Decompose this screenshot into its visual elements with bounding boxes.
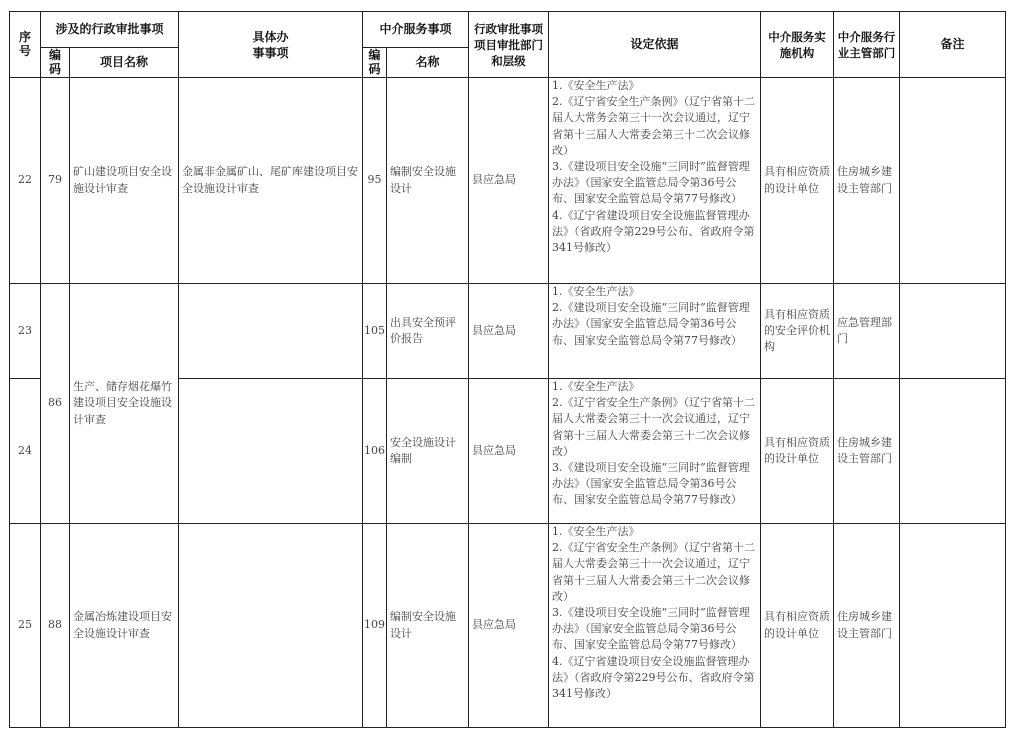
row-intermediary-name: 出具安全预评价报告: [387, 284, 469, 379]
header-intermediary-code: 编码: [363, 48, 387, 78]
row-approval-name: 金属冶炼建设项目安全设施设计审查: [70, 524, 179, 728]
row-basis: [549, 78, 761, 284]
row-basis: [549, 524, 761, 728]
row-remark: [900, 284, 1006, 379]
header-specific-item: 具体办事事项: [179, 12, 363, 78]
row-approval-code: 88: [41, 524, 70, 728]
basis-item: 3.《建设项目安全设施“三同时”监督管理办法》（国家安全监管总局令第36号公布、国家安全监管总局令第77号修改）: [552, 606, 750, 652]
row-approval-name: 生产、储存烟花爆竹建设项目安全设施设计审查: [70, 284, 179, 524]
row-remark: [900, 524, 1006, 728]
header-supervisor: 中介服务行业主管部门: [834, 12, 900, 78]
basis-item: 1.《安全生产法》: [552, 79, 640, 92]
basis-item: 4.《辽宁省建设项目安全设施监督管理办法》（省政府令第229号公布、省政府令第341号修改）: [552, 654, 755, 701]
row-supervisor: 住房城乡建设主管部门: [834, 379, 900, 524]
row-supervisor: 应急管理部门: [834, 284, 900, 379]
header-approval-group: 涉及的行政审批事项: [41, 12, 179, 48]
table-row: [10, 78, 1006, 284]
header-dept-level: 行政审批事项项目审批部门和层级: [469, 12, 549, 78]
row-approval-name: 矿山建设项目安全设施设计审查: [70, 78, 179, 284]
row-dept-level: 县应急局: [469, 78, 549, 284]
basis-item: 2.《辽宁省安全生产条例》（辽宁省第十二届人大常委会第三十一次会议通过，辽宁省第十三届人大常委会第三十二次会议修改）: [552, 396, 756, 458]
row-specific-item: [179, 284, 363, 379]
header-provider: 中介服务实施机构: [761, 12, 834, 78]
row-intermediary-name: 安全设施设计编制: [387, 379, 469, 524]
row-seq: 24: [10, 379, 41, 524]
basis-item: 2.《辽宁省安全生产条例》（辽宁省第十二届人大常务会第三十一次会议通过，辽宁省第十三届人大常委会第三十二次会议修改）: [552, 95, 756, 157]
header-approval-code: 编码: [41, 48, 70, 78]
row-intermediary-name: 编制安全设施设计: [387, 78, 469, 284]
row-seq: 23: [10, 284, 41, 379]
header-remark: 备注: [900, 12, 1006, 78]
basis-item: 1.《安全生产法》: [552, 525, 640, 538]
row-specific-item: [179, 379, 363, 524]
table-row: [10, 524, 1006, 728]
row-remark: [900, 78, 1006, 284]
header-intermediary-group: 中介服务事项: [363, 12, 469, 48]
row-seq: 25: [10, 524, 41, 728]
row-approval-code: 86: [41, 284, 70, 524]
row-provider: 具有相应资质的设计单位: [761, 379, 834, 524]
basis-item: 1.《安全生产法》: [552, 380, 640, 393]
row-specific-item: [179, 524, 363, 728]
row-intermediary-code: 95: [363, 78, 387, 284]
row-dept-level: 县应急局: [469, 524, 549, 728]
row-intermediary-code: 105: [363, 284, 387, 379]
basis-item: 2.《辽宁省安全生产条例》（辽宁省第十二届人大常委会第三十一次会议通过，辽宁省第十三届人大常委会第三十二次会议修改）: [552, 541, 756, 603]
row-intermediary-code: 106: [363, 379, 387, 524]
basis-item: 1.《安全生产法》: [552, 285, 640, 298]
row-intermediary-name: 编制安全设施设计: [387, 524, 469, 728]
row-specific-item: 金属非金属矿山、尾矿库建设项目安全设施设计审查: [179, 78, 363, 284]
intermediary-service-table: [9, 11, 1006, 728]
header-basis: 设定依据: [549, 12, 761, 78]
row-provider: 具有相应资质的安全评价机构: [761, 284, 834, 379]
row-supervisor: 住房城乡建设主管部门: [834, 524, 900, 728]
basis-item: 3.《建设项目安全设施“三同时”监督管理办法》（国家安全监管总局令第36号公布、国家安全监管总局令第77号修改）: [552, 160, 750, 206]
row-basis: [549, 284, 761, 379]
header-seq: 序号: [10, 12, 41, 78]
row-intermediary-code: 109: [363, 524, 387, 728]
basis-item: 4.《辽宁省建设项目安全设施监督管理办法》（省政府令第229号公布、省政府令第341号修改）: [552, 208, 755, 255]
row-basis: [549, 379, 761, 524]
row-provider: 具有相应资质的设计单位: [761, 524, 834, 728]
row-provider: 具有相应资质的设计单位: [761, 78, 834, 284]
row-supervisor: 住房城乡建设主管部门: [834, 78, 900, 284]
row-remark: [900, 379, 1006, 524]
basis-item: 2.《建设项目安全设施“三同时”监督管理办法》（国家安全监管总局令第36号公布、国家安全监管总局令第77号修改）: [552, 301, 750, 347]
table-row: [10, 284, 1006, 379]
row-seq: 22: [10, 78, 41, 284]
row-approval-code: 79: [41, 78, 70, 284]
row-dept-level: 县应急局: [469, 284, 549, 379]
header-approval-name: 项目名称: [70, 48, 179, 78]
header-intermediary-name: 名称: [387, 48, 469, 78]
row-dept-level: 县应急局: [469, 379, 549, 524]
basis-item: 3.《建设项目安全设施“三同时”监督管理办法》（国家安全监管总局令第36号公布、国家安全监管总局令第77号修改）: [552, 461, 750, 507]
